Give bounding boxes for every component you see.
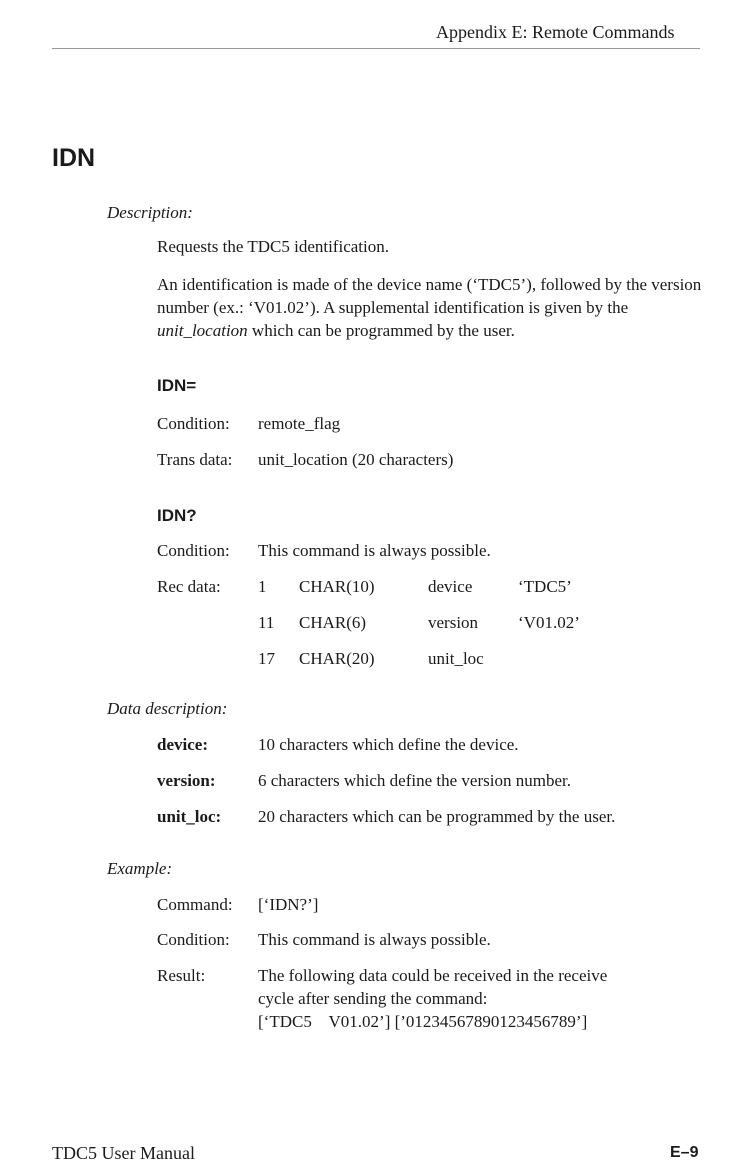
example-command-value: [‘IDN?’] [258, 895, 319, 914]
example-result-label: Result: [157, 966, 206, 985]
idn-set-condition-value: remote_flag [258, 414, 341, 433]
idn-query-condition-value: This command is always possible. [258, 541, 491, 560]
example-command-label: Command: [157, 895, 233, 914]
rec-row-example: ‘TDC5’ [518, 577, 572, 596]
header-rule [52, 48, 700, 49]
command-title: IDN [52, 144, 96, 172]
example-condition-label: Condition: [157, 930, 230, 949]
idn-query-condition-label: Condition: [157, 541, 230, 560]
rec-row-type: CHAR(6) [299, 613, 367, 632]
idn-query-heading: IDN? [157, 506, 197, 525]
example-condition-value: This command is always possible. [258, 930, 491, 949]
rec-row-name: device [428, 577, 473, 596]
data-text-version: 6 characters which define the version number. [258, 771, 571, 790]
rec-row-name: version [428, 613, 479, 632]
description-text-after: which can be programmed by the user. [247, 321, 515, 340]
rec-row-name: unit_loc [428, 649, 484, 668]
unit-location-term: unit_location [157, 321, 248, 340]
data-text-device: 10 characters which define the device. [258, 735, 519, 754]
example-result-line3: [‘TDC5 V01.02’] [’01234567890123456789’] [258, 1012, 588, 1031]
idn-set-trans-value: unit_location (20 characters) [258, 450, 454, 469]
idn-set-trans-label: Trans data: [157, 450, 233, 469]
example-heading: Example: [107, 859, 173, 878]
example-result-line1: The following data could be received in the receive [258, 966, 608, 985]
idn-set-condition-label: Condition: [157, 414, 230, 433]
rec-row-pos: 1 [258, 577, 267, 596]
idn-set-heading: IDN= [157, 376, 197, 395]
description-line1: Requests the TDC5 identification. [157, 237, 389, 256]
rec-row-example: ‘V01.02’ [518, 613, 580, 632]
data-term-unit-loc: unit_loc: [157, 807, 222, 826]
rec-row-pos: 17 [258, 649, 275, 668]
data-description-heading: Data description: [107, 699, 228, 718]
rec-row-pos: 11 [258, 613, 275, 632]
rec-row-type: CHAR(20) [299, 649, 375, 668]
page-header-title: Appendix E: Remote Commands [436, 22, 675, 42]
data-term-device: device: [157, 735, 208, 754]
rec-row-type: CHAR(10) [299, 577, 375, 596]
description-heading: Description: [107, 203, 193, 222]
example-result-line2: cycle after sending the command: [258, 989, 488, 1008]
data-term-version: version: [157, 771, 216, 790]
data-text-unit-loc: 20 characters which can be programmed by the user. [258, 807, 616, 826]
footer-manual-title: TDC5 User Manual [52, 1143, 195, 1163]
description-paragraph [157, 273, 702, 342]
footer-page-number: E–9 [670, 1144, 699, 1161]
description-text-before: An identification is made of the device name (‘TDC5’), followed by the version number (ex.: ‘V01.02’). A supplemental identification is given by the [157, 275, 702, 317]
idn-query-rec-label: Rec data: [157, 577, 221, 596]
